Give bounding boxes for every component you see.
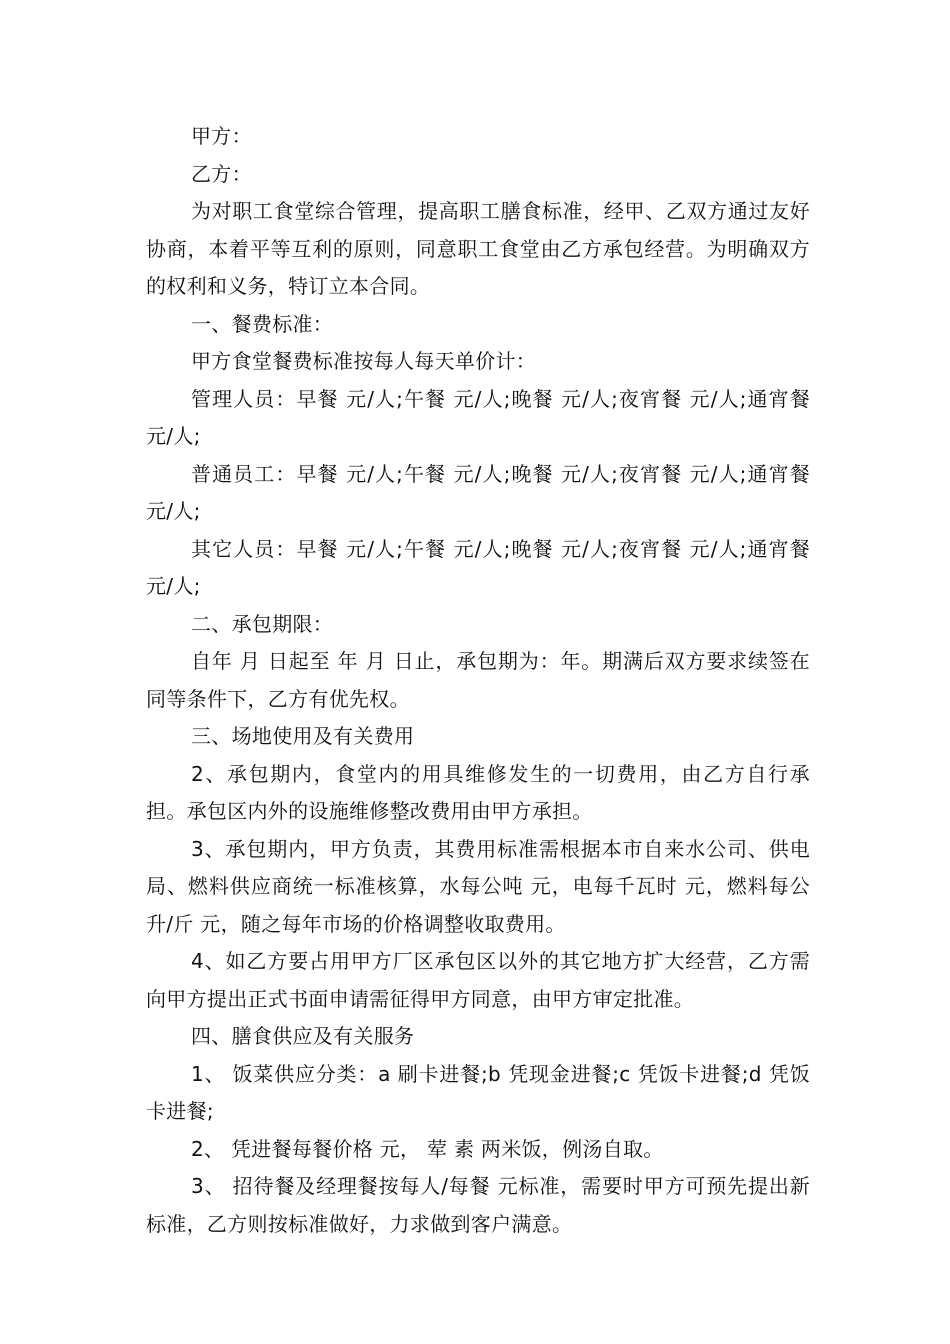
- clause-4-3: 3、 招待餐及经理餐按每人/每餐 元标准，需要时甲方可预先提出新标准，乙方则按标准做好，力求做到客户满意。: [146, 1174, 810, 1236]
- contract-term-paragraph: 自年 月 日起至 年 月 日止，承包期为：年。期满后双方要求续签在同等条件下，乙方有优先权。: [146, 649, 810, 711]
- others-meal-prices: 其它人员：早餐 元/人;午餐 元/人;晚餐 元/人;夜宵餐 元/人;通宵餐 元/人;: [146, 536, 810, 598]
- preamble-paragraph: 为对职工食堂综合管理，提高职工膳食标准，经甲、乙双方通过友好协商，本着平等互利的原则，同意职工食堂由乙方承包经营。为明确双方的权利和义务，特订立本合同。: [146, 199, 810, 298]
- party-a-line: 甲方：: [191, 124, 252, 148]
- section-3-heading: 三、场地使用及有关费用: [191, 724, 415, 748]
- section-4-heading: 四、膳食供应及有关服务: [191, 1024, 415, 1048]
- clause-4-2: 2、 凭进餐每餐价格 元， 荤 素 两米饭，例汤自取。: [191, 1136, 664, 1161]
- clause-4-1: 1、 饭菜供应分类：a 刷卡进餐;b 凭现金进餐;c 凭饭卡进餐;d 凭饭卡进餐;: [146, 1061, 810, 1123]
- clause-3-2: 2、承包期内，食堂内的用具维修发生的一切费用，由乙方自行承担。承包区内外的设施维修整改费用由甲方承担。: [146, 761, 810, 823]
- managers-meal-prices: 管理人员：早餐 元/人;午餐 元/人;晚餐 元/人;夜宵餐 元/人;通宵餐 元/人;: [146, 386, 810, 448]
- clause-3-4: 4、如乙方要占用甲方厂区承包区以外的其它地方扩大经营，乙方需向甲方提出正式书面申请需征得甲方同意，由甲方审定批准。: [146, 949, 810, 1011]
- staff-meal-prices: 普通员工：早餐 元/人;午餐 元/人;晚餐 元/人;夜宵餐 元/人;通宵餐 元/人;: [146, 461, 810, 523]
- meal-price-intro: 甲方食堂餐费标准按每人每天单价计：: [191, 349, 537, 373]
- party-b-line: 乙方：: [191, 161, 252, 186]
- clause-3-3: 3、承包期内，甲方负责，其费用标准需根据本市自来水公司、供电局、燃料供应商统一标准核算，水每公吨 元，电每千瓦时 元，燃料每公升/斤 元，随之每年市场的价格调整收取费用。: [146, 836, 810, 936]
- section-2-heading: 二、承包期限：: [191, 611, 334, 636]
- contract-body: [146, 118, 810, 1243]
- section-1-heading: 一、餐费标准：: [191, 311, 334, 336]
